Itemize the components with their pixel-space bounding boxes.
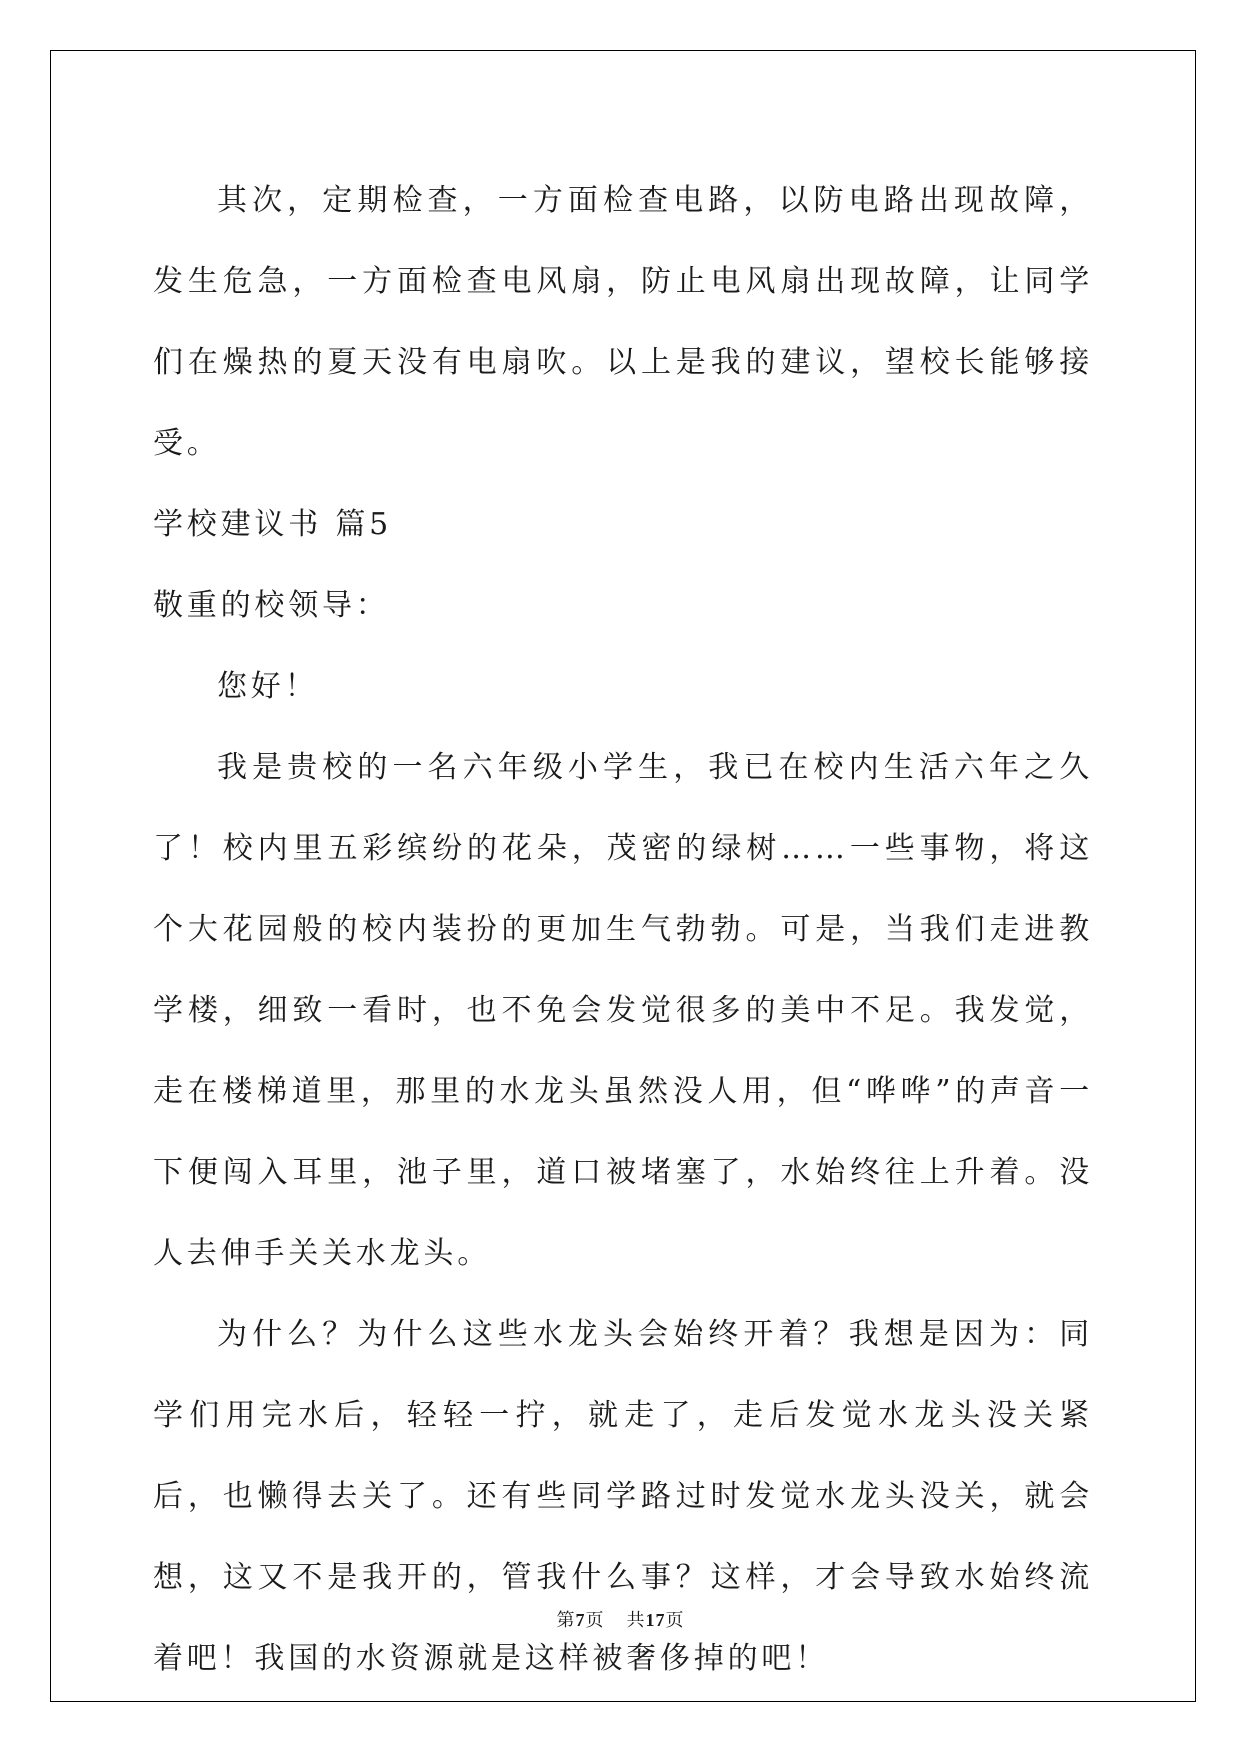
paragraph-introduction: 我是贵校的一名六年级小学生，我已在校内生活六年之久了！校内里五彩缤纷的花朵，茂密的绿树……一些事物，将这个大花园般的校内装扮的更加生气勃勃。可是，当我们走进教学楼，细致一看时，也不免会发觉很多的美中不足。我发觉，走在楼梯道里，那里的水龙头虽然没人用，但“哗哗”的声音一下便闯入耳里，池子里，道口被堵塞了，水始终往上升着。没人去伸手关关水龙头。	[153, 750, 1093, 1271]
page-footer	[0, 1606, 1241, 1632]
page-prefix: 第	[556, 1610, 576, 1631]
page-suffix: 页	[585, 1610, 605, 1631]
section-heading: 学校建议书 篇5	[153, 507, 393, 542]
total-prefix: 共	[626, 1610, 646, 1631]
greeting: 您好！	[217, 669, 319, 704]
document-body	[153, 160, 1093, 1699]
total-pages: 17	[645, 1610, 666, 1630]
page-number: 7	[575, 1610, 586, 1630]
total-suffix: 页	[665, 1610, 685, 1631]
salutation: 敬重的校领导：	[153, 588, 390, 623]
paragraph-inspection: 其次，定期检查，一方面检查电路，以防电路出现故障，发生危急，一方面检查电风扇，防止电风扇出现故障，让同学们在燥热的夏天没有电扇吹。以上是我的建议，望校长能够接受。	[153, 183, 1093, 461]
paragraph-reasons: 为什么？为什么这些水龙头会始终开着？我想是因为：同学们用完水后，轻轻一拧，就走了，走后发觉水龙头没关紧后，也懒得去关了。还有些同学路过时发觉水龙头没关，就会想，这又不是我开的，管我什么事？这样，才会导致水始终流着吧！我国的水资源就是这样被奢侈掉的吧！	[153, 1317, 1093, 1676]
